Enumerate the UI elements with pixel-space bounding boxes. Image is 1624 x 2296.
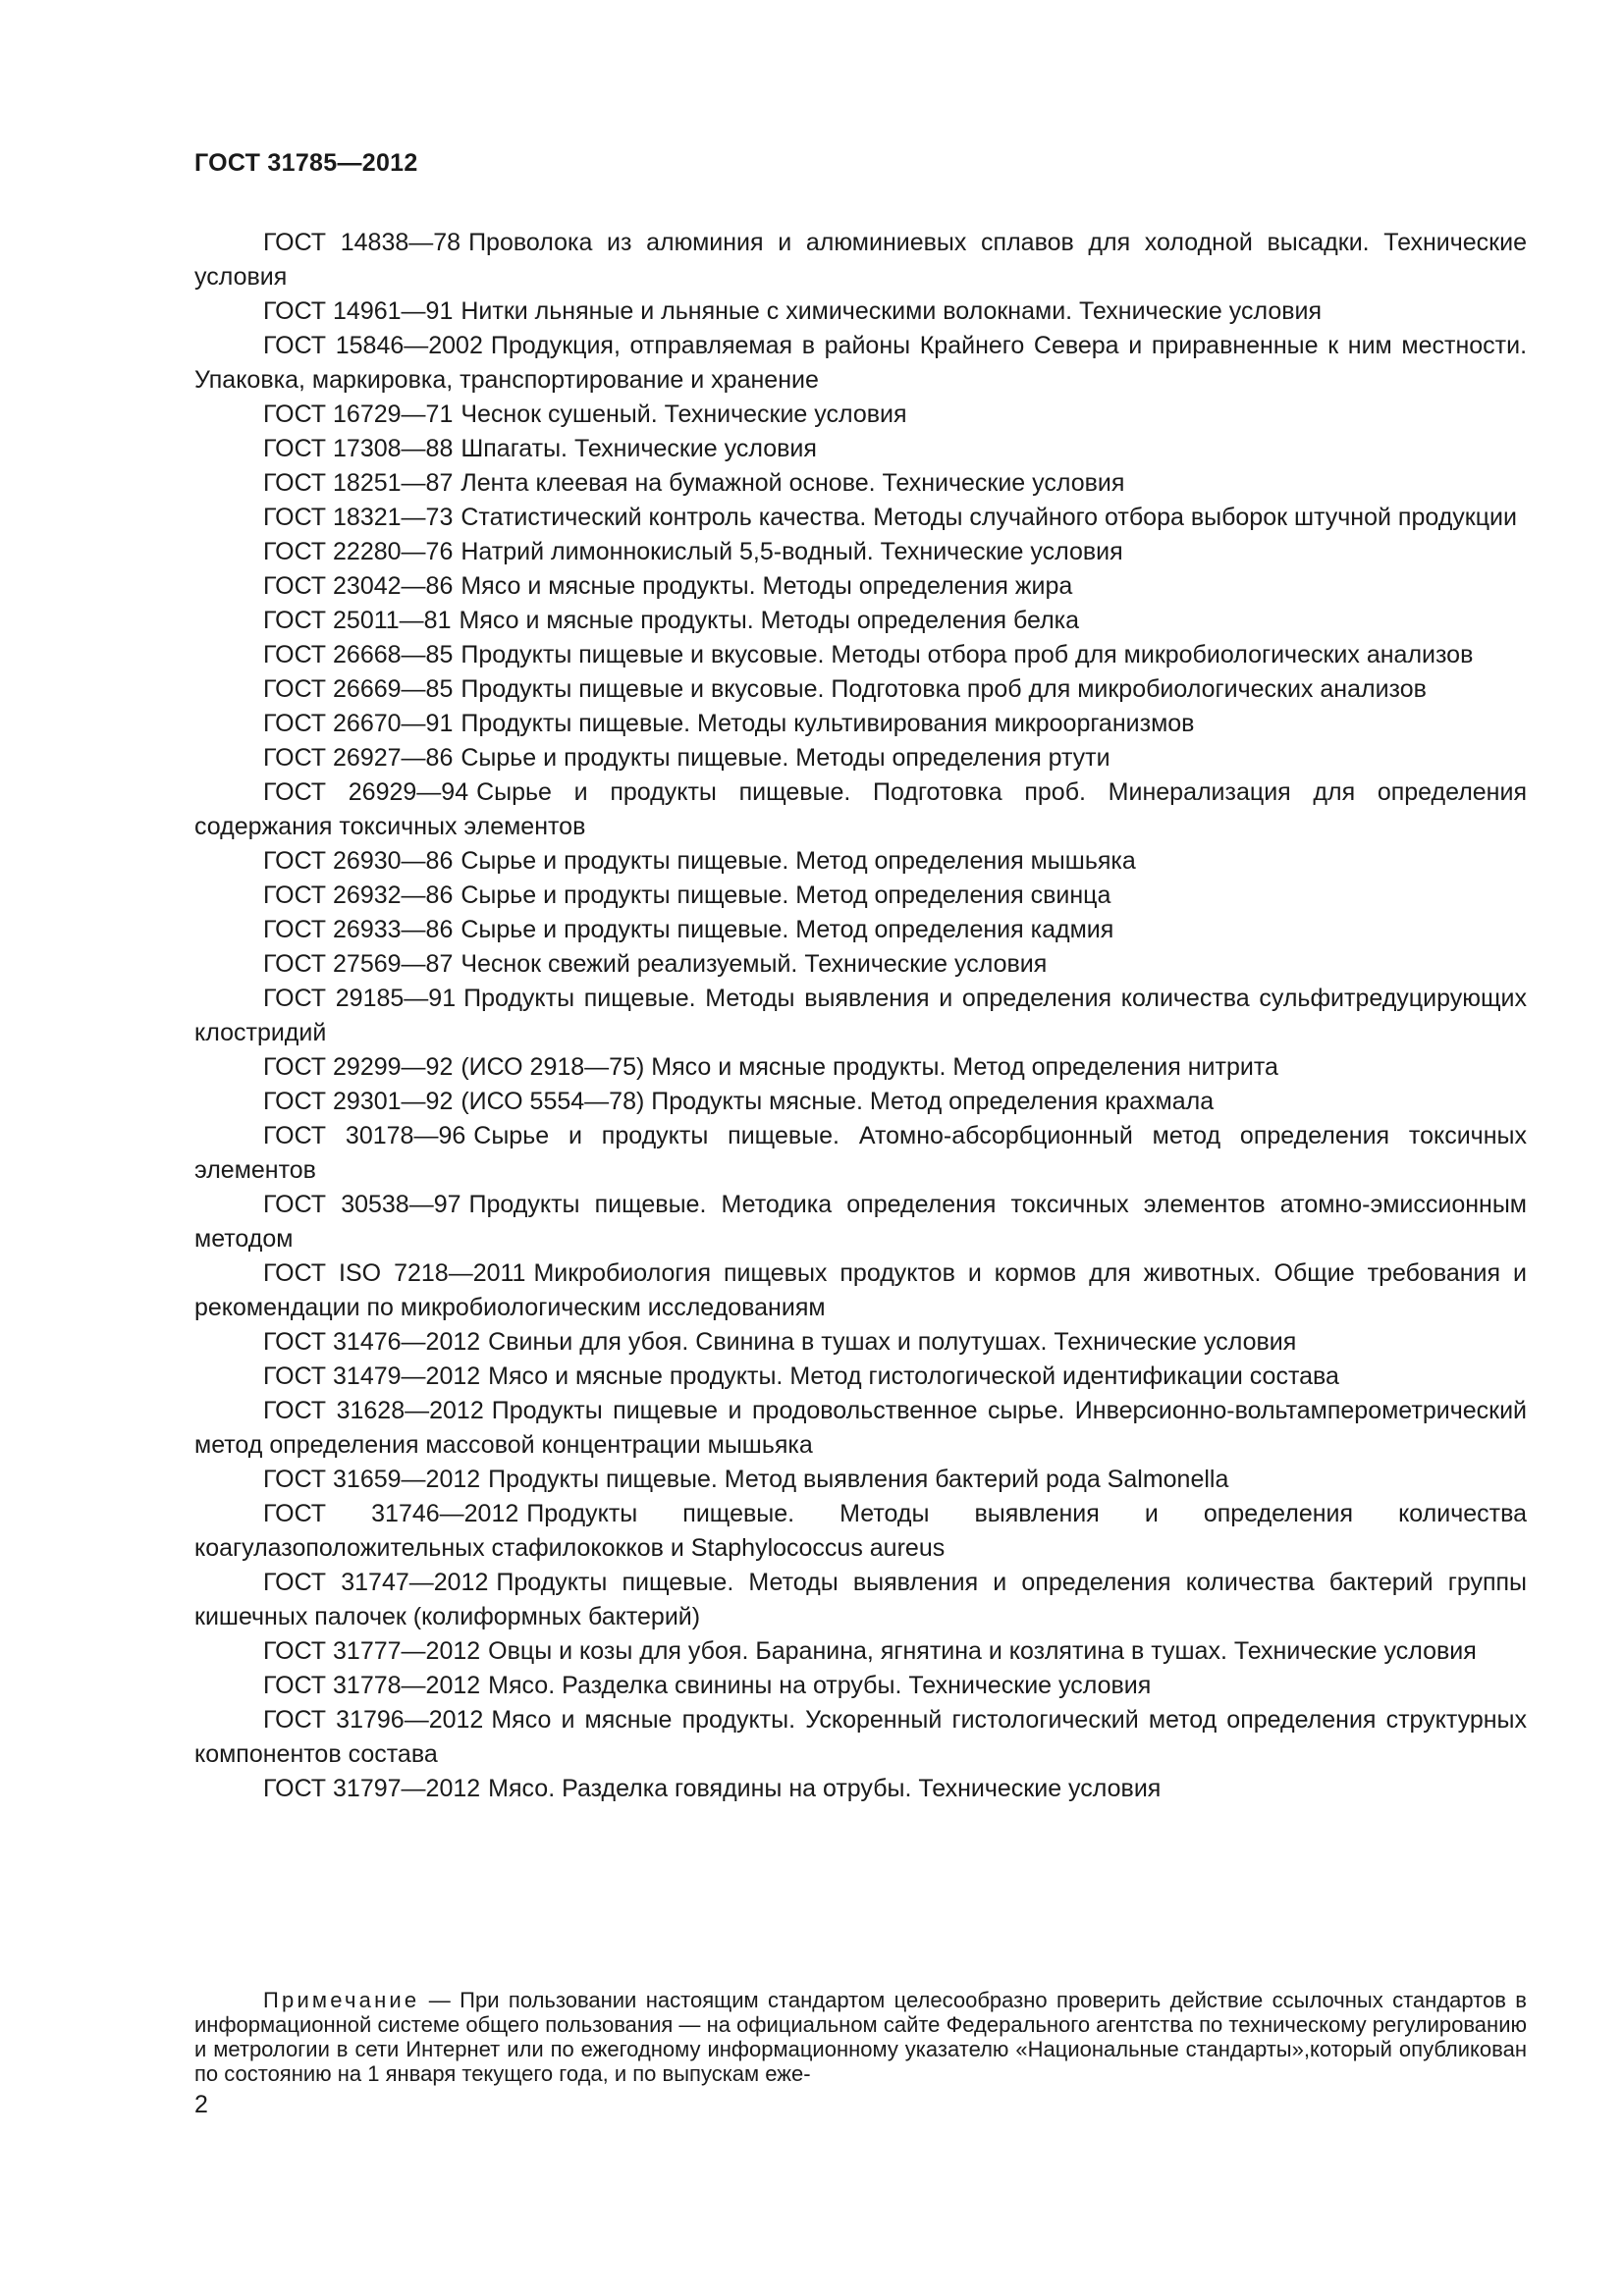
reference-title: (ИСО 2918—75) Мясо и мясные продукты. Метод определения нитрита	[460, 1053, 1278, 1081]
reference-title: Проволока из алюминия и алюминиевых сплавов для холодной высадки. Технические условия	[194, 229, 1527, 291]
reference-item	[194, 535, 1527, 569]
reference-title: Продукты пищевые. Методика определения токсичных элементов атомно-эмиссионным методом	[194, 1191, 1527, 1253]
reference-title: Чеснок сушеный. Технические условия	[460, 400, 907, 428]
reference-title: Овцы и козы для убоя. Баранина, ягнятина и козлятина в тушах. Технические условия	[488, 1637, 1477, 1665]
reference-code: ГОСТ 31476—2012	[263, 1328, 481, 1356]
reference-item	[194, 604, 1527, 638]
reference-code: ГОСТ 29299—92	[263, 1053, 454, 1081]
reference-code: ГОСТ 31777—2012	[263, 1637, 481, 1665]
reference-title: Мясо и мясные продукты. Методы определения жира	[460, 572, 1073, 600]
reference-code: ГОСТ 29301—92	[263, 1088, 454, 1115]
reference-code: ГОСТ 26930—86	[263, 847, 454, 875]
reference-code: ГОСТ 26669—85	[263, 675, 454, 703]
reference-item	[194, 501, 1527, 535]
reference-title: Мясо. Разделка свинины на отрубы. Технические условия	[488, 1672, 1152, 1699]
reference-code: ГОСТ 27569—87	[263, 950, 454, 978]
reference-code: ГОСТ 31746—2012	[263, 1500, 519, 1527]
reference-code: ГОСТ 31628—2012	[263, 1397, 484, 1424]
reference-title: Сырье и продукты пищевые. Метод определения кадмия	[460, 916, 1114, 943]
reference-item	[194, 1360, 1527, 1394]
reference-item	[194, 1085, 1527, 1119]
reference-code: ГОСТ 31778—2012	[263, 1672, 481, 1699]
reference-title: Сырье и продукты пищевые. Атомно-абсорбционный метод определения токсичных элементов	[194, 1122, 1527, 1184]
reference-item	[194, 741, 1527, 775]
reference-title: Сырье и продукты пищевые. Методы определения ртути	[460, 744, 1110, 772]
reference-title: Лента клеевая на бумажной основе. Технические условия	[460, 469, 1125, 497]
reference-title: Мясо и мясные продукты. Методы определения белка	[459, 607, 1080, 634]
reference-code: ГОСТ 18251—87	[263, 469, 454, 497]
reference-title: Продукты пищевые. Метод выявления бактерий рода Salmonella	[488, 1466, 1229, 1493]
reference-code: ГОСТ 14961—91	[263, 297, 454, 325]
reference-item	[194, 1188, 1527, 1256]
reference-title: Продукты пищевые и вкусовые. Подготовка проб для микробиологических анализов	[460, 675, 1427, 703]
reference-title: Сырье и продукты пищевые. Метод определения свинца	[460, 881, 1111, 909]
reference-title: Продукты пищевые. Методы выявления и определения количества сульфитредуцирующих клостридий	[194, 985, 1527, 1046]
reference-code: ГОСТ 18321—73	[263, 504, 454, 531]
reference-item	[194, 1772, 1527, 1806]
reference-item	[194, 844, 1527, 879]
reference-title: Шпагаты. Технические условия	[460, 435, 817, 462]
reference-title: Статистический контроль качества. Методы случайного отбора выборок штучной продукции	[460, 504, 1517, 531]
reference-item	[194, 913, 1527, 947]
reference-item	[194, 638, 1527, 672]
reference-item	[194, 1256, 1527, 1325]
reference-item	[194, 1669, 1527, 1703]
reference-code: ГОСТ 15846—2002	[263, 332, 483, 359]
document-header-title: ГОСТ 31785—2012	[194, 149, 418, 177]
reference-title: Продукты пищевые. Методы культивирования микроорганизмов	[460, 710, 1195, 737]
reference-code: ГОСТ 30538—97	[263, 1191, 461, 1218]
reference-item	[194, 1050, 1527, 1085]
reference-item	[194, 1566, 1527, 1634]
reference-item	[194, 982, 1527, 1050]
reference-title: Мясо и мясные продукты. Метод гистологической идентификации состава	[488, 1362, 1339, 1390]
reference-code: ГОСТ 26929—94	[263, 778, 469, 806]
reference-code: ГОСТ 29185—91	[263, 985, 457, 1012]
reference-code: ГОСТ 23042—86	[263, 572, 454, 600]
reference-item	[194, 707, 1527, 741]
reference-item	[194, 1463, 1527, 1497]
reference-item	[194, 226, 1527, 294]
normative-references-list	[194, 226, 1527, 1806]
reference-item	[194, 1325, 1527, 1360]
reference-code: ГОСТ 26668—85	[263, 641, 454, 668]
reference-code: ГОСТ 14838—78	[263, 229, 461, 256]
reference-code: ГОСТ 16729—71	[263, 400, 454, 428]
reference-title: Мясо и мясные продукты. Ускоренный гистологический метод определения структурных компонентов состава	[194, 1706, 1527, 1768]
reference-item	[194, 1634, 1527, 1669]
reference-item	[194, 1703, 1527, 1772]
reference-code: ГОСТ 31747—2012	[263, 1569, 489, 1596]
reference-title: Нитки льняные и льняные с химическими волокнами. Технические условия	[460, 297, 1323, 325]
note-paragraph	[194, 1988, 1527, 2086]
page-number: 2	[194, 2091, 208, 2118]
reference-item	[194, 1119, 1527, 1188]
reference-item	[194, 329, 1527, 398]
reference-code: ГОСТ 31479—2012	[263, 1362, 481, 1390]
reference-item	[194, 294, 1527, 329]
reference-title: Продукты пищевые и вкусовые. Методы отбора проб для микробиологических анализов	[460, 641, 1474, 668]
reference-title: Сырье и продукты пищевые. Подготовка проб. Минерализация для определения содержания токсичных элементов	[194, 778, 1527, 840]
reference-title: (ИСО 5554—78) Продукты мясные. Метод определения крахмала	[460, 1088, 1215, 1115]
reference-code: ГОСТ ISO 7218—2011	[263, 1259, 526, 1287]
reference-code: ГОСТ 31659—2012	[263, 1466, 481, 1493]
reference-code: ГОСТ 26932—86	[263, 881, 454, 909]
reference-item	[194, 466, 1527, 501]
reference-title: Продукция, отправляемая в районы Крайнего Севера и приравненные к ним местности. Упаковка, маркировка, транспортирование и хранение	[194, 332, 1528, 394]
reference-title: Продукты пищевые. Методы выявления и определения количества коагулазоположительных стафилококков и Staphylococcus aureus	[194, 1500, 1527, 1562]
reference-title: Сырье и продукты пищевые. Метод определения мышьяка	[460, 847, 1136, 875]
reference-title: Микробиология пищевых продуктов и кормов для животных. Общие требования и рекомендации по микробиологическим исследованиям	[194, 1259, 1527, 1321]
reference-code: ГОСТ 31797—2012	[263, 1775, 481, 1802]
reference-title: Продукты пищевые. Методы выявления и определения количества бактерий группы кишечных палочек (колиформных бактерий)	[194, 1569, 1528, 1630]
reference-code: ГОСТ 22280—76	[263, 538, 454, 565]
note-label: Примечание	[263, 1988, 420, 2012]
reference-code: ГОСТ 26670—91	[263, 710, 454, 737]
reference-code: ГОСТ 17308—88	[263, 435, 454, 462]
reference-code: ГОСТ 26927—86	[263, 744, 454, 772]
reference-item	[194, 775, 1527, 844]
reference-code: ГОСТ 31796—2012	[263, 1706, 484, 1734]
reference-item	[194, 1497, 1527, 1566]
reference-code: ГОСТ 26933—86	[263, 916, 454, 943]
reference-item	[194, 569, 1527, 604]
note-text: — При пользовании настоящим стандартом целесообразно проверить действие ссылочных стандартов в информационной системе общего пользования — на официальном сайте Федерального агентства по техническому регулированию и метрологии в сети Интернет или по ежегодному информационному указателю «Национальные стандарты»,который опубликован по состоянию на 1 января текущего года, и по выпускам еже-	[194, 1988, 1527, 2086]
reference-item	[194, 879, 1527, 913]
reference-item	[194, 1394, 1527, 1463]
reference-title: Мясо. Разделка говядины на отрубы. Технические условия	[488, 1775, 1162, 1802]
reference-item	[194, 398, 1527, 432]
reference-item	[194, 672, 1527, 707]
reference-code: ГОСТ 30178—96	[263, 1122, 466, 1149]
reference-title: Чеснок свежий реализуемый. Технические условия	[460, 950, 1048, 978]
reference-item	[194, 947, 1527, 982]
reference-title: Свиньи для убоя. Свинина в тушах и полутушах. Технические условия	[488, 1328, 1297, 1356]
reference-code: ГОСТ 25011—81	[263, 607, 452, 634]
reference-title: Продукты пищевые и продовольственное сырье. Инверсионно-вольтамперометрический метод определения массовой концентрации мышьяка	[194, 1397, 1527, 1459]
reference-item	[194, 432, 1527, 466]
reference-title: Натрий лимоннокислый 5,5-водный. Технические условия	[460, 538, 1123, 565]
